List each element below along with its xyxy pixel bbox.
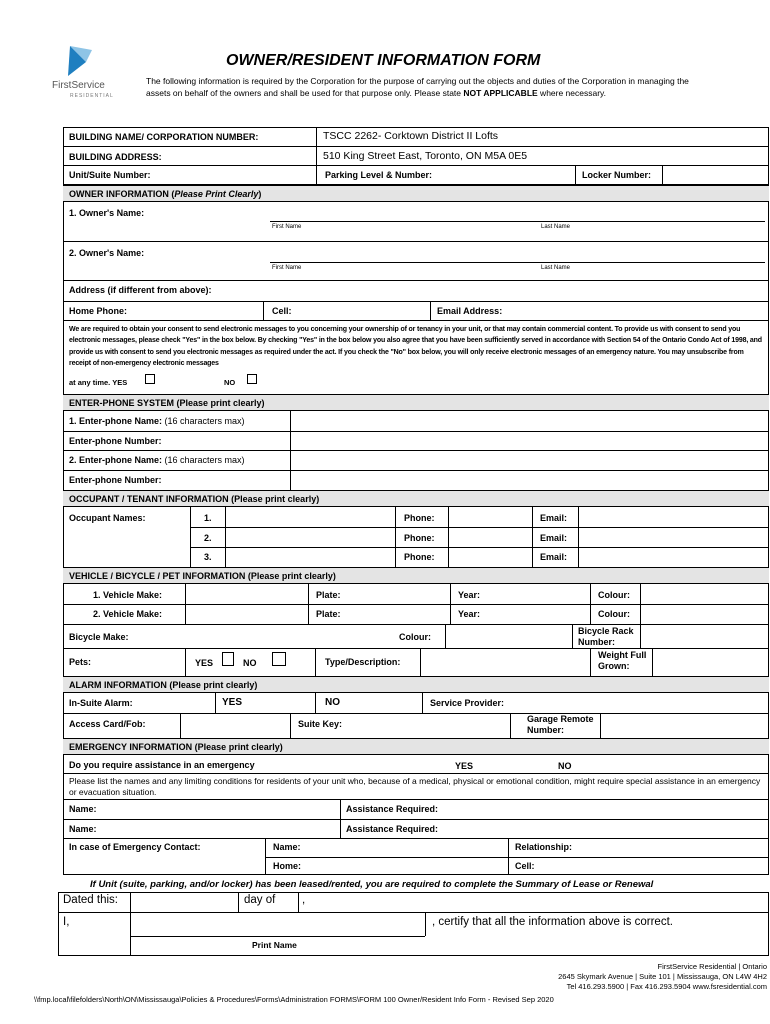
assist-name2-label: Name:	[69, 824, 97, 834]
vehicle-section-header: VEHICLE / BICYCLE / PET INFORMATION (Please print clearly)	[63, 567, 769, 584]
alarm-yes-option[interactable]: YES	[222, 697, 243, 708]
assist-name1-field[interactable]	[105, 801, 337, 818]
lease-notice: If Unit (suite, parking, and/or locker) has been leased/rented, you are required to complete the Summary of Lease or Renewal	[90, 879, 654, 890]
occupant3-email-field[interactable]	[580, 548, 767, 566]
enterphone-name1-field[interactable]	[292, 412, 767, 430]
vehicle2-make-field[interactable]	[187, 605, 305, 623]
contact-home-label: Home:	[273, 861, 302, 871]
enterphone-name1-label	[69, 416, 245, 426]
occupant2-phone-field[interactable]	[450, 528, 530, 546]
enterphone-name2-field[interactable]	[292, 451, 767, 469]
building-name-value[interactable]: TSCC 2262- Corktown District II Lofts	[323, 130, 499, 142]
logo-subtext: RESIDENTIAL	[70, 93, 114, 99]
owner-section-em: Please Print Clearly	[174, 189, 259, 199]
parking-label: Parking Level & Number:	[325, 170, 433, 180]
occupant-section-header: OCCUPANT / TENANT INFORMATION (Please print clearly)	[63, 490, 769, 507]
pets-yes-label: YES	[195, 658, 214, 668]
bicycle-make-field[interactable]	[140, 626, 390, 646]
print-name-caption: Print Name	[252, 940, 297, 950]
owner-section-end: )	[258, 189, 262, 199]
contact-home-field[interactable]	[305, 858, 505, 874]
owner2-first-name-caption: First Name	[272, 265, 302, 271]
unit-suite-label: Unit/Suite Number:	[69, 170, 151, 180]
occupant3-email-label: Email:	[540, 552, 568, 562]
enterphone-name1-hint: (16 characters max)	[162, 416, 245, 426]
consent-yes-checkbox[interactable]	[145, 374, 155, 384]
logo-mark-icon	[66, 44, 106, 80]
occupant-row3-num: 3.	[204, 552, 212, 562]
occupant3-name-field[interactable]	[227, 548, 393, 566]
occupant1-phone-label: Phone:	[404, 513, 435, 523]
assist-name1-label: Name:	[69, 804, 97, 814]
intro-text	[146, 76, 706, 99]
owner-section-title: OWNER INFORMATION (	[69, 189, 175, 199]
vehicle2-year-label: Year:	[458, 609, 481, 619]
contact-name-label: Name:	[273, 842, 301, 852]
building-name-label: BUILDING NAME/ CORPORATION NUMBER:	[69, 132, 259, 142]
occupant-names-label: Occupant Names:	[69, 513, 146, 523]
day-of-label: day of	[244, 894, 276, 906]
emergency-section-header: EMERGENCY INFORMATION (Please print clearly)	[63, 738, 769, 755]
page-title: OWNER/RESIDENT INFORMATION FORM	[226, 52, 541, 69]
occupant2-name-field[interactable]	[227, 528, 393, 546]
dated-day-field[interactable]	[132, 893, 236, 911]
consent-no-checkbox[interactable]	[247, 374, 257, 384]
pets-no-label: NO	[243, 658, 257, 668]
vehicle1-make-label: 1. Vehicle Make:	[93, 590, 163, 600]
enterphone-name2-label	[69, 455, 245, 465]
occupant-row2-num: 2.	[204, 533, 212, 543]
owner-section-header	[63, 185, 769, 202]
emergency-contact-label: In case of Emergency Contact:	[69, 842, 201, 852]
vehicle2-make-label: 2. Vehicle Make:	[93, 609, 163, 619]
unit-suite-field[interactable]	[160, 166, 310, 184]
occupant-row1-num: 1.	[204, 513, 212, 523]
relationship-label: Relationship:	[515, 842, 573, 852]
email-label: Email Address:	[437, 306, 503, 316]
weight-label: Weight Full Grown:	[598, 650, 647, 671]
enterphone-number2-field[interactable]	[292, 471, 767, 489]
occupant3-phone-label: Phone:	[404, 552, 435, 562]
access-card-label: Access Card/Fob:	[69, 719, 146, 729]
consent-text: We are required to obtain your consent to send electronic messages to you concerning your ownership of or tenancy in your unit, or that may contain commercial content. To provide us with consent to send you electronic messages, please check "Yes" in the box below. By checking "Yes" in the box below you also agree that you have been sufficiently served in accordance with Section 54 of the Ontario Condo Act of 1998, and provide us with consent to send you electronic messages as required under the act. If you check the "No" box below, you will only receive electronic messages of an emergency nature. You may unsubscribe from receipt of non-emergency electronic messages	[69, 326, 762, 367]
intro-part2: where necessary.	[537, 87, 607, 98]
enterphone-name1-bold: 1. Enter-phone Name:	[69, 416, 163, 426]
garage-remote-field[interactable]	[602, 715, 767, 737]
service-provider-field[interactable]	[510, 694, 767, 712]
consent-yes-label: at any time. YES	[69, 378, 128, 387]
contact-cell-label: Cell:	[515, 861, 535, 871]
vehicle1-colour-field[interactable]	[642, 585, 767, 603]
enterphone-number1-label: Enter-phone Number:	[69, 436, 162, 446]
vehicle1-colour-label: Colour:	[598, 590, 630, 600]
bicycle-colour-field[interactable]	[447, 626, 570, 646]
occupant1-phone-field[interactable]	[450, 508, 530, 526]
enterphone-name2-hint: (16 characters max)	[162, 455, 245, 465]
logo-text: FirstService	[52, 80, 105, 91]
occupant1-email-label: Email:	[540, 513, 568, 523]
email-field[interactable]	[515, 302, 765, 319]
relationship-field[interactable]	[580, 839, 767, 856]
footer-contact: Tel 416.293.5900 | Fax 416.293.5904 www.fsresidential.com	[566, 982, 767, 991]
occupant2-phone-label: Phone:	[404, 533, 435, 543]
cell-field[interactable]	[300, 302, 425, 319]
pet-type-label: Type/Description:	[325, 657, 401, 667]
intro-part1: The following information is required by the Corporation for the purpose of carrying out the objects and duties of the Corporation in managing the assets on behalf of the owners and shall be used for that purpose only. Please state	[146, 76, 689, 98]
vehicle1-plate-field[interactable]	[345, 585, 447, 603]
weight-field[interactable]	[654, 650, 767, 674]
suite-key-label: Suite Key:	[298, 719, 343, 729]
suite-key-field[interactable]	[350, 715, 507, 737]
vehicle2-year-field[interactable]	[490, 605, 587, 623]
pet-type-field[interactable]	[422, 650, 588, 674]
enterphone-number2-label: Enter-phone Number:	[69, 475, 162, 485]
address-label: Address (if different from above):	[69, 285, 212, 295]
cell-label: Cell:	[272, 306, 292, 316]
parking-field[interactable]	[445, 166, 573, 184]
footer-address: 2645 Skymark Avenue | Suite 101 | Mississauga, ON L4W 4H2	[558, 972, 767, 981]
footer-company: FirstService Residential | Ontario	[657, 962, 767, 971]
pets-yes-checkbox[interactable]	[222, 652, 234, 666]
occupant1-name-field[interactable]	[227, 508, 393, 526]
assist-yes-option[interactable]: YES	[455, 761, 474, 771]
alarm-section-header: ALARM INFORMATION (Please print clearly)	[63, 676, 769, 693]
company-logo	[52, 44, 122, 104]
pets-label: Pets:	[69, 657, 92, 667]
bicycle-make-label: Bicycle Make:	[69, 632, 129, 642]
vehicle1-make-field[interactable]	[187, 585, 305, 603]
vehicle2-plate-field[interactable]	[345, 605, 447, 623]
bicycle-rack-label: Bicycle Rack Number:	[578, 626, 634, 647]
dated-year-field[interactable]	[312, 893, 767, 911]
enterphone-number1-field[interactable]	[292, 432, 767, 449]
vehicle2-colour-label: Colour:	[598, 609, 630, 619]
owner1-first-name-field[interactable]	[270, 205, 530, 221]
assist-question-label: Do you require assistance in an emergency	[69, 760, 255, 770]
occupant2-email-field[interactable]	[580, 528, 767, 546]
owner1-last-name-field[interactable]	[540, 205, 765, 221]
service-provider-label: Service Provider:	[430, 698, 505, 708]
assist-no-option[interactable]: NO	[558, 761, 572, 771]
pets-no-checkbox[interactable]	[272, 652, 286, 666]
access-card-field[interactable]	[182, 715, 287, 737]
occupant1-email-field[interactable]	[580, 508, 767, 526]
date-comma: ,	[302, 894, 306, 906]
consent-no-label: NO	[224, 378, 236, 387]
owner1-last-name-caption: Last Name	[541, 224, 571, 230]
i-label: I,	[63, 916, 70, 928]
owner2-label: 2. Owner's Name:	[69, 248, 145, 258]
owner1-first-name-caption: First Name	[272, 224, 302, 230]
locker-field[interactable]	[664, 166, 767, 184]
building-address-value[interactable]: 510 King Street East, Toronto, ON M5A 0E5	[323, 150, 528, 162]
vehicle2-plate-label: Plate:	[316, 609, 341, 619]
vehicle1-plate-label: Plate:	[316, 590, 341, 600]
assist-required2-label: Assistance Required:	[346, 824, 439, 834]
owner2-last-name-field[interactable]	[540, 246, 765, 262]
owner2-last-name-caption: Last Name	[541, 265, 571, 271]
locker-label: Locker Number:	[582, 170, 652, 180]
garage-remote-label: Garage Remote Number:	[527, 714, 594, 735]
print-name-field[interactable]	[132, 913, 422, 935]
enterphone-name2-bold: 2. Enter-phone Name:	[69, 455, 163, 465]
contact-name-field[interactable]	[305, 839, 505, 856]
dated-this-label: Dated this:	[63, 894, 118, 906]
vehicle1-year-field[interactable]	[490, 585, 587, 603]
occupant3-phone-field[interactable]	[450, 548, 530, 566]
bicycle-colour-label: Colour:	[399, 632, 431, 642]
footer-file-path: \\fmp.local\filefolders\North\ON\Mississauga\Policies & Procedures\Forms\Administration FORMS\FORM 100 Owner/Resident Info Form - Revised Sep 2020	[34, 995, 554, 1004]
building-address-label: BUILDING ADDRESS:	[69, 152, 162, 162]
assist-name2-field[interactable]	[105, 820, 337, 837]
enterphone-section-header: ENTER-PHONE SYSTEM (Please print clearly)	[63, 394, 769, 411]
insuite-alarm-label: In-Suite Alarm:	[69, 698, 133, 708]
intro-bold: NOT APPLICABLE	[463, 87, 538, 98]
assist-required2-field[interactable]	[450, 820, 767, 837]
bicycle-rack-field[interactable]	[642, 626, 767, 646]
assist-required1-label: Assistance Required:	[346, 804, 439, 814]
owner2-first-name-field[interactable]	[270, 246, 530, 262]
certify-text: , certify that all the information above is correct.	[432, 916, 673, 928]
alarm-no-option[interactable]: NO	[325, 697, 340, 708]
address-field[interactable]	[230, 282, 765, 298]
home-phone-field[interactable]	[140, 302, 260, 319]
assist-required1-field[interactable]	[450, 801, 767, 818]
home-phone-label: Home Phone:	[69, 306, 128, 316]
contact-cell-field[interactable]	[540, 858, 767, 874]
vehicle1-year-label: Year:	[458, 590, 481, 600]
assist-list-instructions: Please list the names and any limiting conditions for residents of your unit who, because of a medical, physical or emotional condition, might require special assistance in an emergency or evacuation situation.	[69, 776, 761, 797]
occupant2-email-label: Email:	[540, 533, 568, 543]
vehicle2-colour-field[interactable]	[642, 605, 767, 623]
owner1-label: 1. Owner's Name:	[69, 208, 145, 218]
